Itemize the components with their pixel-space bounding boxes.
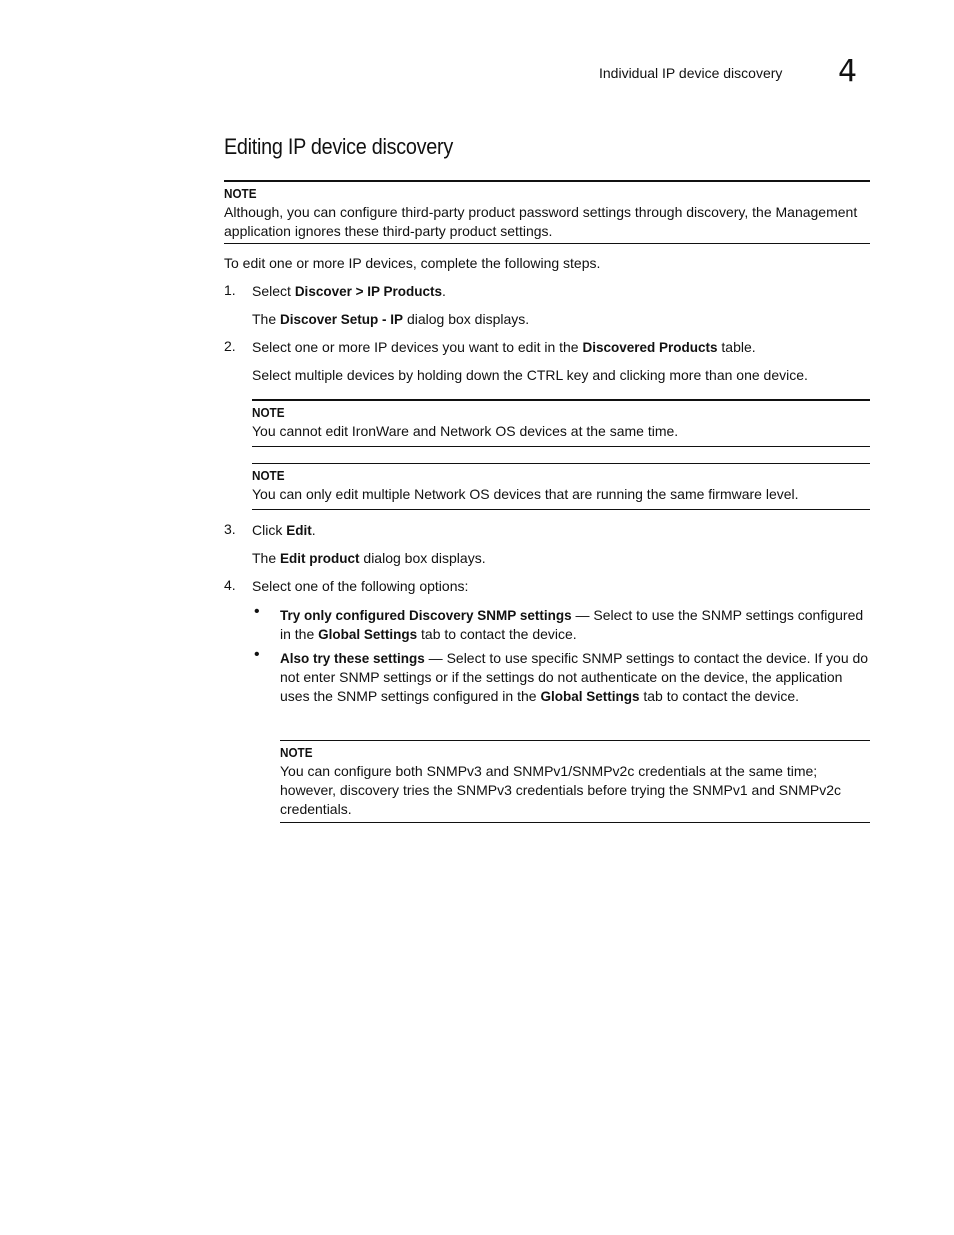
step-2-detail: Select multiple devices by holding down the CTRL key and clicking more than one device. [252, 367, 808, 383]
chapter-number: 4 [838, 54, 858, 89]
note-text: You can only edit multiple Network OS devices that are running the same firmware level. [252, 486, 799, 502]
menu-path: Discover > IP Products [294, 284, 443, 299]
step-number: 2. [224, 338, 236, 354]
note-firmware [252, 463, 870, 510]
bullet-icon: • [254, 646, 260, 663]
step-text: Select one or more IP devices you want to edit in the [252, 339, 583, 355]
dialog-name: Edit product [280, 551, 360, 566]
step-text: The [252, 311, 281, 327]
note-ironware [252, 399, 870, 447]
note-label: NOTE [252, 468, 285, 483]
note-label: NOTE [280, 745, 313, 760]
tab-name: Global Settings [318, 627, 418, 642]
note-label: NOTE [224, 186, 257, 201]
step-3-result [252, 549, 870, 568]
option-text: tab to contact the device. [639, 688, 800, 704]
button-name: Edit [286, 523, 312, 538]
note-third-party [224, 180, 870, 244]
intro-paragraph: To edit one or more IP devices, complete the following steps. [224, 255, 601, 271]
note-text: You cannot edit IronWare and Network OS devices at the same time. [252, 423, 679, 439]
table-name: Discovered Products [582, 340, 718, 355]
header-title: Individual IP device discovery [599, 65, 783, 81]
note-label: NOTE [252, 405, 285, 420]
step-1-result [252, 310, 870, 329]
step-text: The [252, 550, 281, 566]
option-name: Try only configured Discovery SNMP settings [280, 608, 572, 623]
note-text: Although, you can configure third-party product password settings through discovery, the Management application ignores these third-party product settings. [224, 204, 858, 239]
option-text: — Select to use specific SNMP settings to contact the device. If you do not enter SNMP settings or if the settings do not authenticate on the device, the application uses the SNMP settings configured in the [280, 650, 869, 704]
option-also-try [280, 649, 870, 706]
step-number: 4. [224, 577, 236, 593]
option-name: Also try these settings [280, 651, 425, 666]
step-3-text [252, 521, 870, 540]
step-text: . [311, 522, 316, 538]
step-number: 1. [224, 282, 236, 298]
section-title: Editing IP device discovery [224, 134, 453, 159]
note-snmp-credentials [280, 740, 870, 823]
note-text: You can configure both SNMPv3 and SNMPv1/SNMPv2c credentials at the same time; however, discovery tries the SNMPv3 credentials before trying the SNMPv1 and SNMPv2c credentials. [280, 763, 842, 817]
step-4-text: Select one of the following options: [252, 578, 469, 594]
option-text: — Select to use the SNMP settings configured in the [280, 607, 864, 642]
option-try-only-configured [280, 606, 870, 644]
step-text: Click [252, 522, 287, 538]
step-number: 3. [224, 521, 236, 537]
tab-name: Global Settings [540, 689, 640, 704]
step-text: dialog box displays. [403, 311, 530, 327]
step-text: table. [717, 339, 756, 355]
step-text: dialog box displays. [359, 550, 486, 566]
step-1-text [252, 282, 870, 301]
bullet-icon: • [254, 603, 260, 620]
step-2-text [252, 338, 870, 357]
dialog-name: Discover Setup - IP [280, 312, 404, 327]
step-text: . [442, 283, 446, 299]
step-text: Select [252, 283, 295, 299]
option-text: tab to contact the device. [417, 626, 577, 642]
